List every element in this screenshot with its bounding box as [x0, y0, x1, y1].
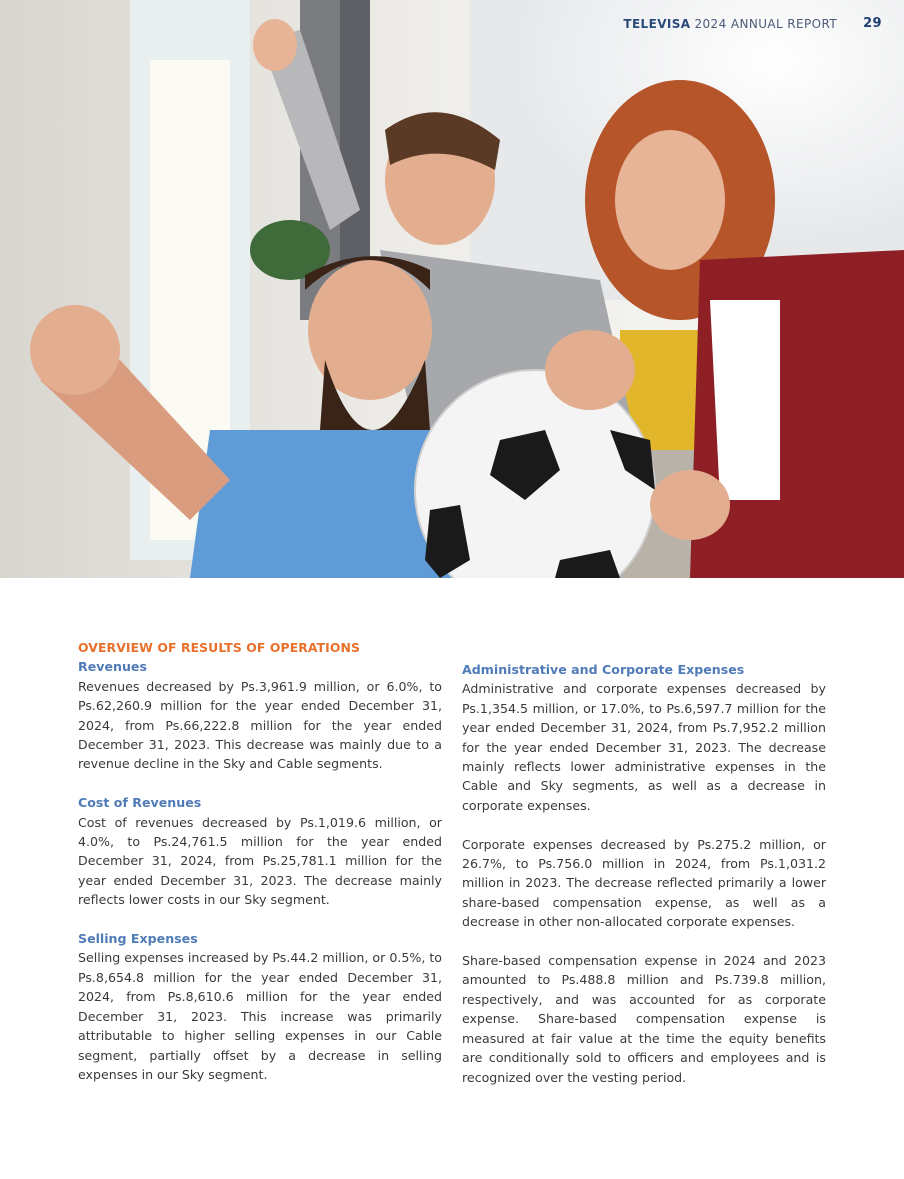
page-number: 29 — [863, 16, 882, 31]
brand-name: TELEVISA — [623, 16, 691, 31]
report-title: 2024 ANNUAL REPORT — [694, 16, 838, 31]
page-header — [623, 16, 882, 31]
admin-expenses-paragraph: Administrative and corporate expenses decreased by Ps.1,354.5 million, or 17.0%, to Ps.6,597.7 million for the year ended December 31, 2024, from Ps.7,952.2 million for the year ended December 31, 2023. The decrease mainly reflects lower administrative expenses in the Cable and Sky segments, as well as a decrease in corporate expenses. — [462, 681, 826, 813]
left-column — [78, 638, 442, 1104]
selling-expenses-heading: Selling Expenses — [78, 931, 198, 947]
revenues-heading: Revenues — [78, 659, 147, 675]
revenues-paragraph: Revenues decreased by Ps.3,961.9 million, or 6.0%, to Ps.62,260.9 million for the year ended December 31, 2024, from Ps.66,222.8 million for the year ended December 31, 2023. This decrease was mainly due to a revenue decline in the Sky and Cable segments. — [78, 678, 442, 772]
hero-photo — [0, 0, 904, 578]
selling-expenses-paragraph: Selling expenses increased by Ps.44.2 million, or 0.5%, to Ps.8,654.8 million for the year ended December 31, 2024, from Ps.8,610.6 million for the year ended December 31, 2023. This increase was primarily attributable to higher selling expenses in our Cable segment, partially offset by a decrease in selling expenses in our Sky segment. — [78, 950, 442, 1082]
share-based-compensation-paragraph: Share-based compensation expense in 2024 and 2023 amounted to Ps.488.8 million and Ps.739.8 million, respectively, and was accounted for as corporate expense. Share-based compensation expense is measured at fair value at the time the equity benefits are conditionally sold to officers and employees and is recognized over the vesting period. — [462, 953, 826, 1085]
corporate-expenses-paragraph: Corporate expenses decreased by Ps.275.2 million, or 26.7%, to Ps.756.0 million in 2024, from Ps.1,031.2 million in 2023. The decrease reflected primarily a lower share-based compensation expense, as well as a decrease in other non-allocated corporate expenses. — [462, 836, 826, 930]
right-column — [462, 660, 826, 1106]
family-cheering-photo — [0, 0, 904, 578]
admin-expenses-heading: Administrative and Corporate Expenses — [462, 662, 745, 677]
overview-heading: OVERVIEW OF RESULTS OF OPERATIONS — [78, 640, 361, 655]
cost-of-revenues-heading: Cost of Revenues — [78, 795, 202, 811]
cost-of-revenues-paragraph: Cost of revenues decreased by Ps.1,019.6 million, or 4.0%, to Ps.24,761.5 million for the year ended December 31, 2024, from Ps.25,781.1 million for the year ended December 31, 2023. The decrease mainly reflects lower costs in our Sky segment. — [78, 814, 442, 908]
